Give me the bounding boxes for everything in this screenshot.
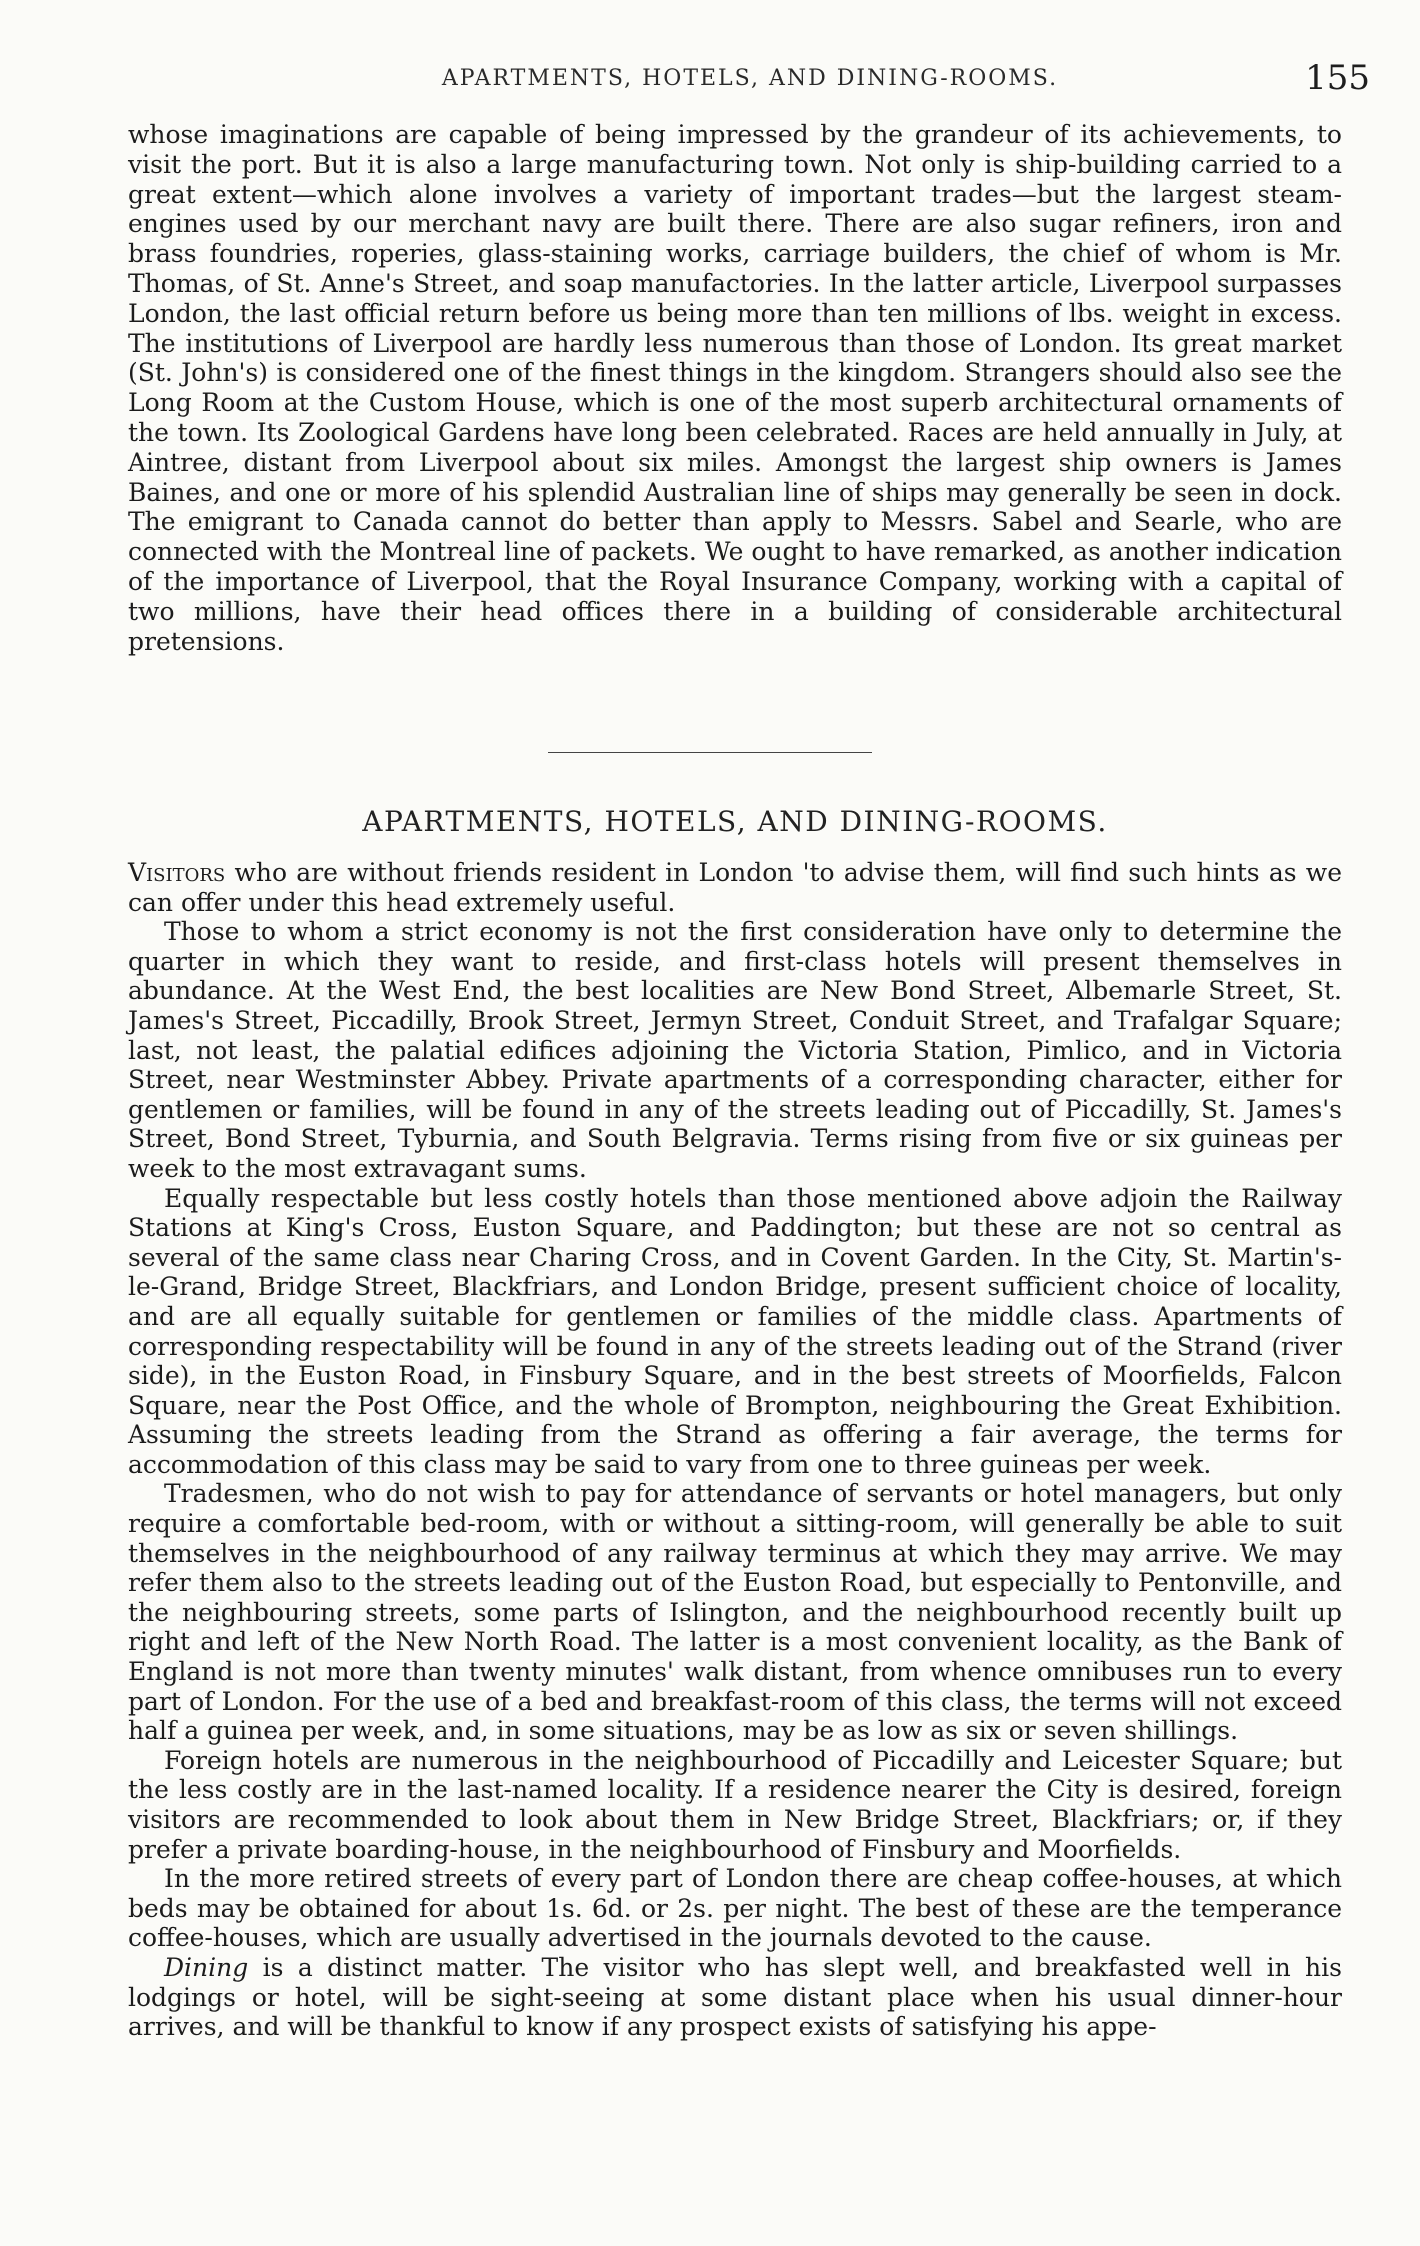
section-body — [128, 858, 1342, 2042]
continued-text-block — [128, 120, 1342, 656]
paragraph-dining — [128, 1953, 1342, 2042]
intro-paragraph — [128, 858, 1342, 917]
paragraph-coffee-houses: In the more retired streets of every part of London there are cheap coffee-houses, at which beds may be obtained for about 1s. 6d. or 2s. per night. The best of these are the temperance coffee-houses, which are usually advertised in the journals devoted to the cause. — [128, 1864, 1342, 1953]
running-title: APARTMENTS, HOTELS, AND DINING-ROOMS. — [441, 66, 1059, 91]
running-header — [140, 58, 1370, 108]
intro-lead-word: Visitors — [128, 858, 226, 887]
section-heading: APARTMENTS, HOTELS, AND DINING-ROOMS. — [362, 805, 1108, 838]
paragraph-first-class-hotels: Those to whom a strict economy is not the first consideration have only to determine the quarter in which they want to reside, and first-class hotels will present themselves in abundance. At the West End, the best localities are New Bond Street, Albemarle Street, St. James's Street, Piccadilly, Brook Street, Jermyn Street, Conduit Street, and Trafalgar Square; last, not least, the palatial edifices adjoining the Victoria Station, Pimlico, and in Victoria Street, near Westminster Abbey. Private apartments of a corresponding character, either for gentlemen or families, will be found in any of the streets leading out of Piccadilly, St. James's Street, Bond Street, Tyburnia, and South Belgravia. Terms rising from five or six guineas per week to the most extravagant sums. — [128, 917, 1342, 1183]
dining-text: is a distinct matter. The visitor who has slept well, and breakfasted well in his lodgings or hotel, will be sight-seeing at some distant place when his usual dinner-hour arrives, and will be thankful to know if any prospect exists of satisfying his appe- — [128, 1952, 1342, 2042]
page-number: 155 — [1305, 58, 1370, 98]
continued-paragraph: whose imaginations are capable of being impressed by the grandeur of its achievements, to visit the port. But it is also a large manufacturing town. Not only is ship-building carried to a great extent—which alone involves a variety of important trades—but the largest steam-engines used by our merchant navy are built there. There are also sugar refiners, iron and brass foundries, roperies, glass-staining works, carriage builders, the chief of whom is Mr. Thomas, of St. Anne's Street, and soap manufactories. In the latter article, Liverpool surpasses London, the last official return before us being more than ten millions of lbs. weight in excess. The institutions of Liverpool are hardly less numerous than those of London. Its great market (St. John's) is considered one of the finest things in the kingdom. Strangers should also see the Long Room at the Custom House, which is one of the most superb architectural ornaments of the town. Its Zoological Gardens have long been celebrated. Races are held annually in July, at Aintree, distant from Liverpool about six miles. Amongst the largest ship owners is James Baines, and one or more of his splendid Australian line of ships may generally be seen in dock. The emigrant to Canada cannot do better than apply to Messrs. Sabel and Searle, who are connected with the Montreal line of packets. We ought to have remarked, as another indication of the importance of Liverpool, that the Royal Insurance Company, working with a capital of two millions, have their head offices there in a building of considerable architectural pretensions. — [128, 120, 1342, 656]
dining-lead-word: Dining — [164, 1952, 249, 1982]
paragraph-middle-class-hotels: Equally respectable but less costly hotels than those mentioned above adjoin the Railway Stations at King's Cross, Euston Square, and Paddington; but these are not so central as several of the same class near Charing Cross, and in Covent Garden. In the City, St. Martin's-le-Grand, Bridge Street, Blackfriars, and London Bridge, present sufficient choice of locality, and are all equally suitable for gentlemen or families of the middle class. Apartments of corresponding respectability will be found in any of the streets leading out of the Strand (river side), in the Euston Road, in Finsbury Square, and in the best streets of Moorfields, Falcon Square, near the Post Office, and the whole of Brompton, neighbouring the Great Exhibition. Assuming the streets leading from the Strand as offering a fair average, the terms for accommodation of this class may be said to vary from one to three guineas per week. — [128, 1183, 1342, 1479]
intro-text: who are without friends resident in London 'to advise them, will find such hints as we can offer under this head extremely useful. — [128, 858, 1342, 917]
paragraph-tradesmen: Tradesmen, who do not wish to pay for attendance of servants or hotel managers, but only require a comfortable bed-room, with or without a sitting-room, will generally be able to suit themselves in the neighbourhood of any railway terminus at which they may arrive. We may refer them also to the streets leading out of the Euston Road, but especially to Pentonville, and the neighbouring streets, some parts of Islington, and the neighbourhood recently built up right and left of the New North Road. The latter is a most convenient locality, as the Bank of England is not more than twenty minutes' walk distant, from whence omnibuses run to every part of London. For the use of a bed and breakfast-room of this class, the terms will not exceed half a guinea per week, and, in some situations, may be as low as six or seven shillings. — [128, 1479, 1342, 1746]
paragraph-foreign-hotels: Foreign hotels are numerous in the neighbourhood of Piccadilly and Leicester Square; but the less costly are in the last-named locality. If a residence nearer the City is desired, foreign visitors are recommended to look about them in New Bridge Street, Blackfriars; or, if they prefer a private boarding-house, in the neighbourhood of Finsbury and Moorfields. — [128, 1745, 1342, 1864]
section-divider-rule — [548, 752, 872, 753]
